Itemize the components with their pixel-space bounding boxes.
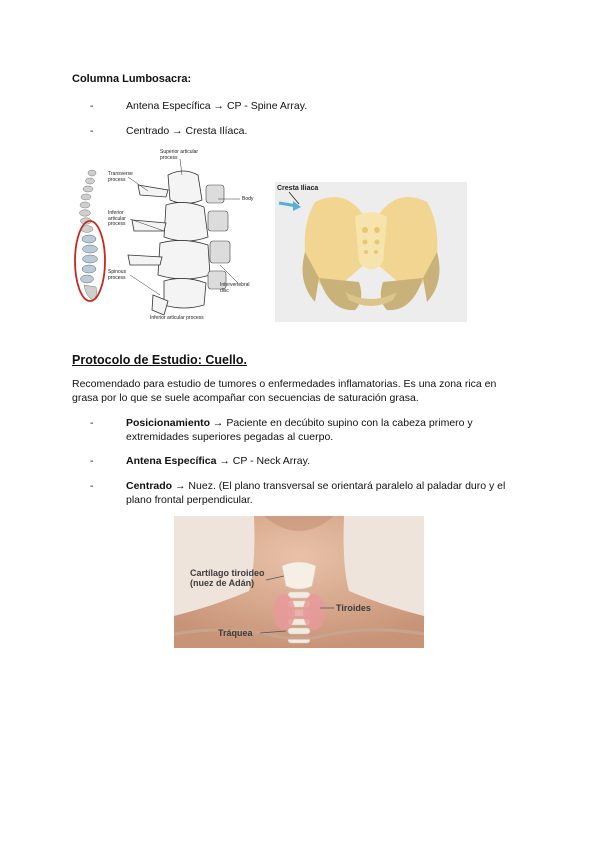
- label-line: Cartílago tiroideo: [190, 568, 265, 578]
- neck-item-3: [90, 479, 524, 507]
- label-inferior-facet: Inferior articular process: [150, 315, 204, 321]
- lumbar-heading: Columna Lumbosacra:: [72, 73, 192, 85]
- pelvis-bones: [303, 197, 440, 310]
- bullet-dash: -: [90, 455, 94, 467]
- label-line: Transverse: [108, 171, 133, 177]
- label-disc: [220, 283, 249, 294]
- pelvis-illustration: [275, 182, 467, 322]
- label-line: articular: [108, 215, 126, 222]
- bullet-dash: -: [90, 417, 94, 429]
- label-inferior: [108, 211, 126, 228]
- label-line: Superior articular: [160, 149, 199, 155]
- item-bold: Posicionamiento: [126, 417, 211, 429]
- item-bold: Antena Específica: [126, 455, 217, 467]
- spine-illustration: [68, 145, 263, 325]
- item-rest: → Paciente en decúbito supino con la cabeza primero y extremidades superiores pegadas al cuerpo.: [126, 417, 473, 444]
- thyroid-cartilage: [282, 562, 316, 589]
- pelvis-figure: [275, 182, 467, 322]
- bullet-dash: -: [90, 100, 94, 112]
- neck-item-text: [126, 454, 524, 468]
- label-line: Inferior: [108, 210, 124, 216]
- neck-item-text: [126, 479, 524, 507]
- label-spinous: [108, 270, 126, 281]
- label-trachea: Tráquea: [218, 628, 253, 638]
- lumbar-bullet-2: [90, 124, 530, 138]
- neck-figure: [174, 516, 424, 648]
- item-rest: → CP - Neck Array.: [216, 455, 310, 467]
- item-rest: → Nuez. (El plano transversal se orientará paralelo al paladar duro y el plano frontal perpendicular.: [126, 480, 506, 507]
- lumbar-bullet-1: [90, 99, 530, 113]
- label-line: process: [108, 221, 126, 227]
- lumbar-spine-figure: [68, 145, 263, 325]
- bullet-dash: -: [90, 480, 94, 492]
- label-line: process: [108, 176, 126, 183]
- pelvis-label: Cresta Iliaca: [277, 185, 319, 192]
- label-line: disc: [220, 287, 229, 294]
- label-cartilage: [190, 568, 265, 589]
- label-body: Body: [242, 196, 254, 202]
- item-bold: Centrado: [126, 480, 173, 492]
- neck-intro: Recomendado para estudio de tumores o enfermedades inflamatorias. Es una zona rica en grasa por lo que se suele acompañar con secuencias de saturación grasa.: [72, 378, 497, 405]
- label-thyroid: Tiroides: [336, 603, 371, 613]
- label-superior: [160, 150, 198, 161]
- bullet-dash: -: [90, 125, 94, 137]
- lumbar-bullet-text: Antena Específica → CP - Spine Array.: [126, 100, 308, 112]
- label-line: Spinous: [108, 269, 127, 275]
- neck-item-text: [126, 416, 524, 444]
- neck-item-1: [90, 416, 524, 444]
- label-transverse: [108, 172, 133, 183]
- label-line: process: [160, 154, 178, 161]
- lumbar-bullet-text: Centrado → Cresta Ilíaca.: [126, 125, 248, 137]
- label-line: (nuez de Adán): [190, 578, 255, 589]
- neck-item-2: [90, 454, 524, 468]
- label-line: Intervertebral: [220, 282, 250, 288]
- label-line: process: [108, 274, 126, 281]
- neck-heading: Protocolo de Estudio: Cuello.: [72, 353, 247, 367]
